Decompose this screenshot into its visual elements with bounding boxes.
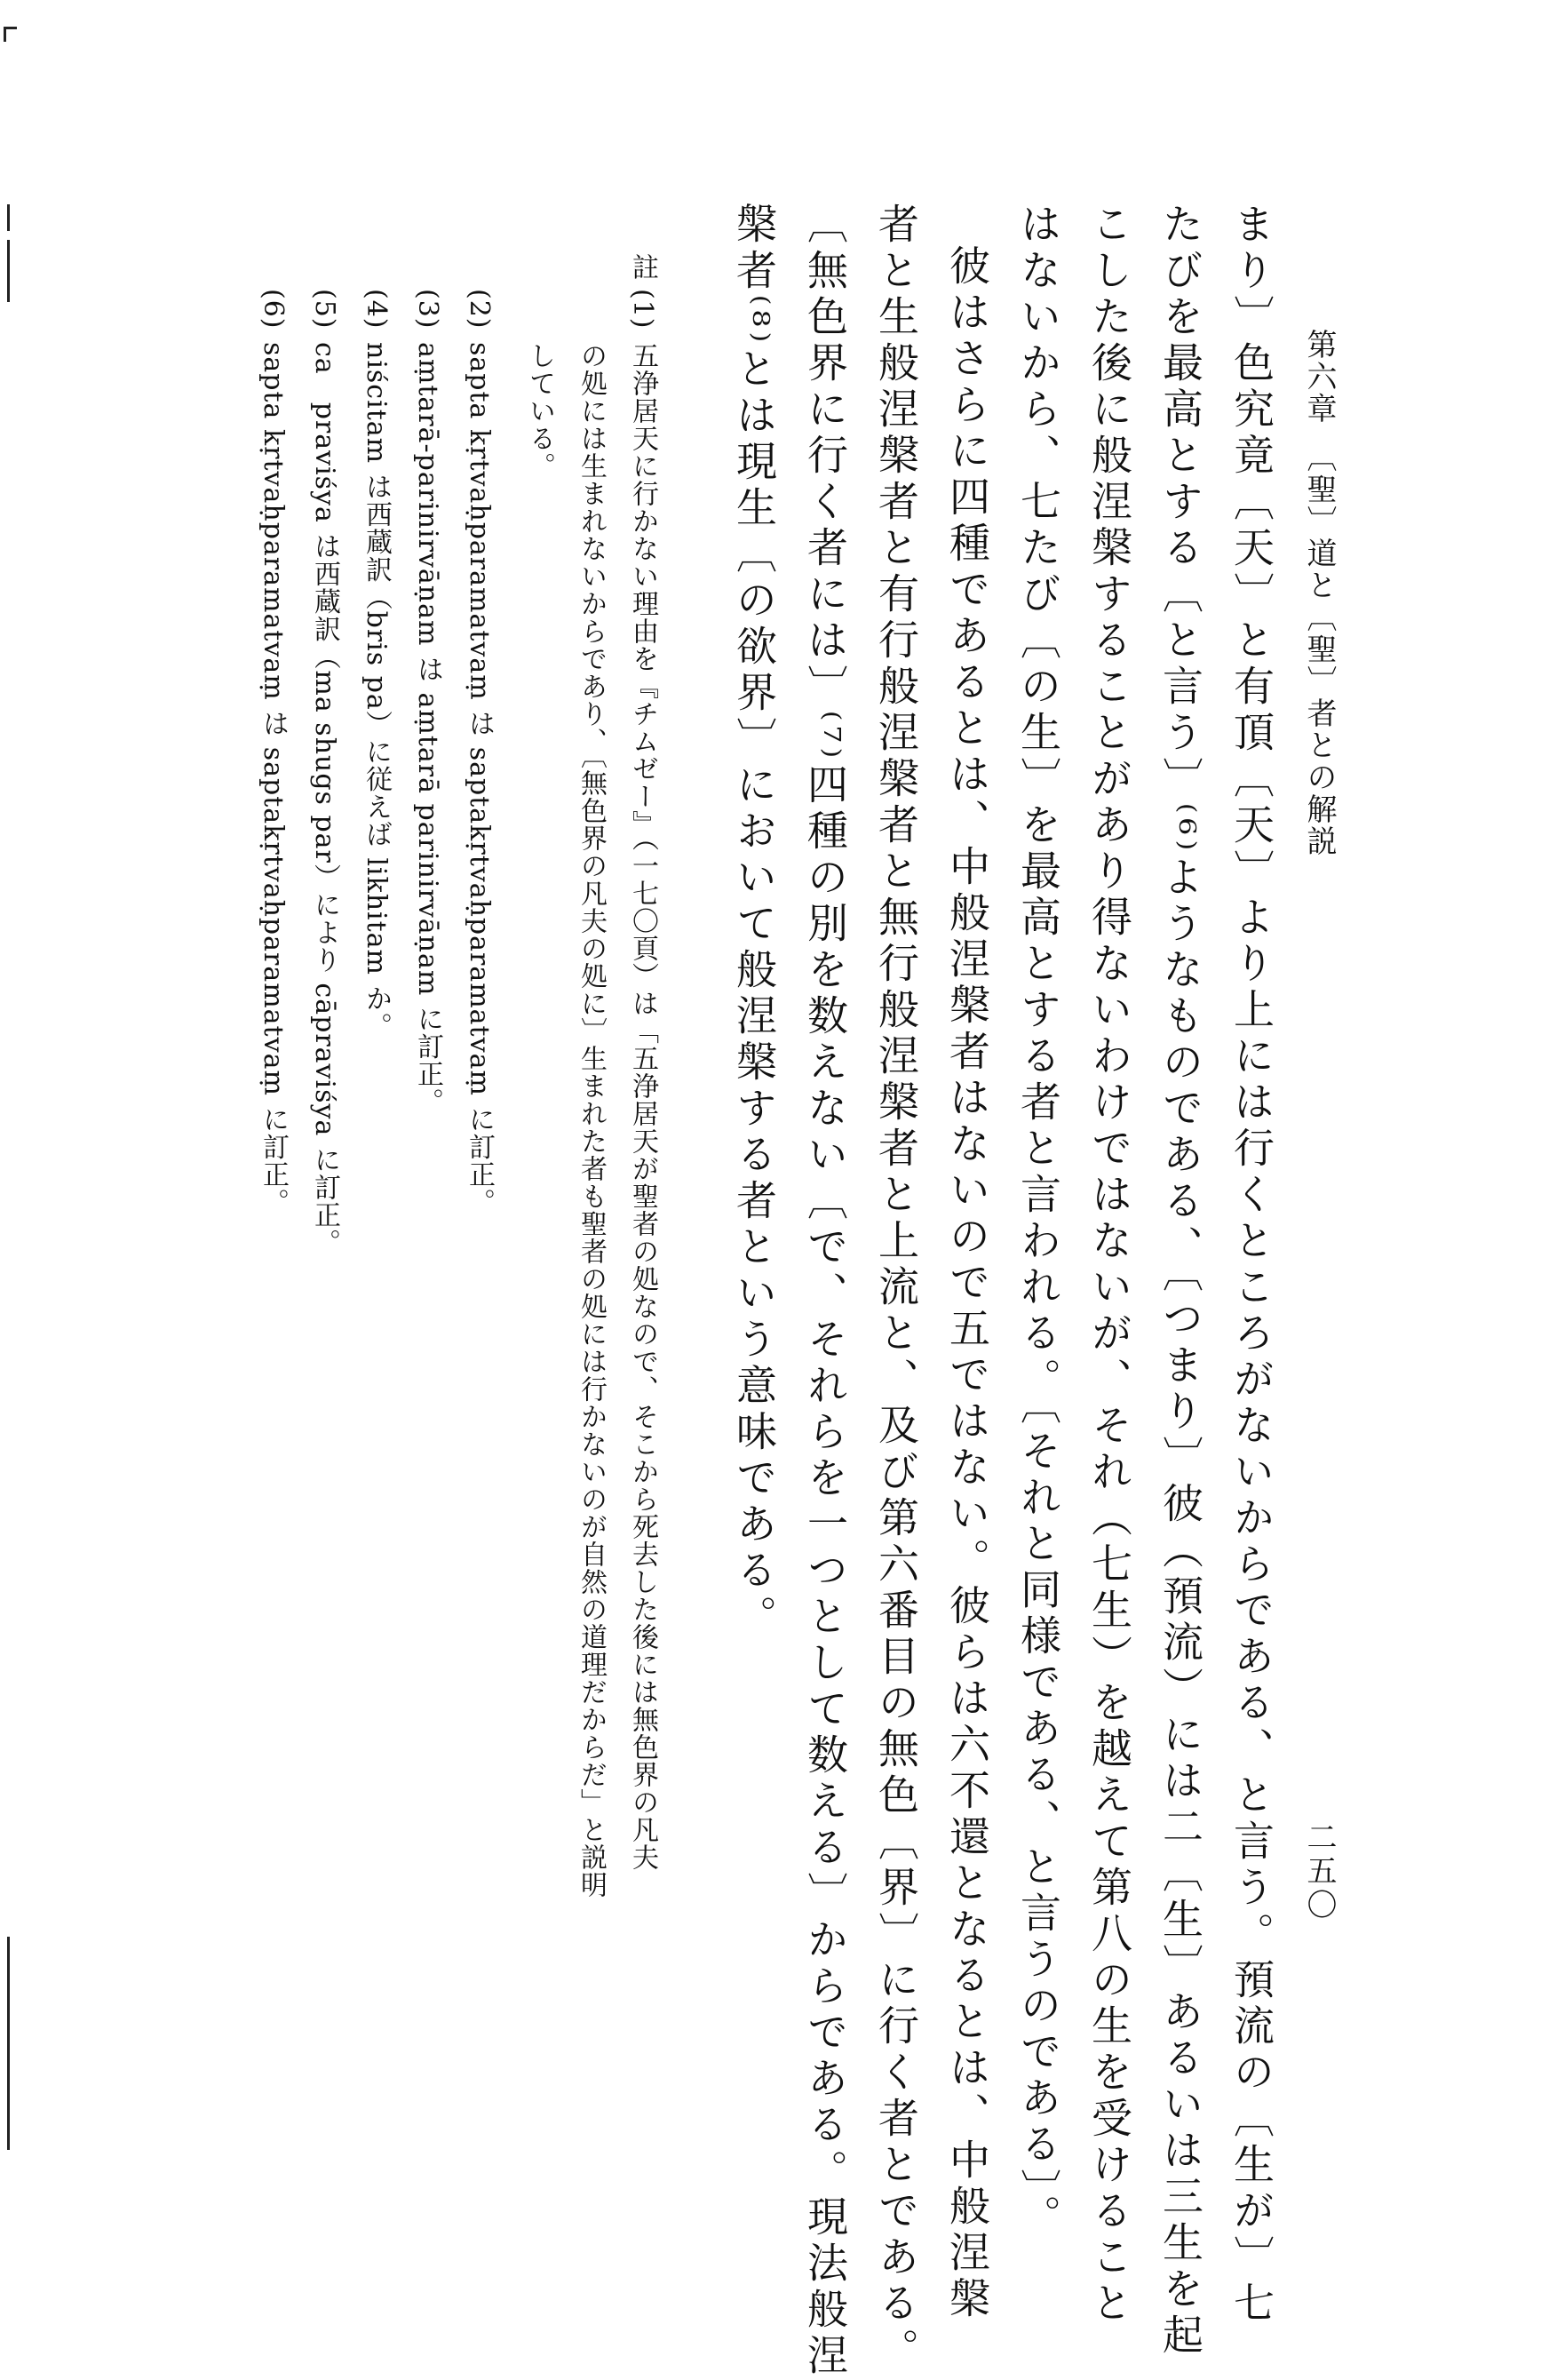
note-line: の処には生まれないからであり、〔無色界の凡夫の処に〕生まれた者も聖者の処には行かないのが自然の道理だからだ」と説明: [576, 342, 607, 1898]
body-line: こした後に般涅槃することがあり得ないわけではないが、それ（七生）を越えて第八の生を受けること: [1085, 203, 1133, 2328]
note-item-number: (5): [309, 289, 340, 330]
note-line: ca praviśya は西蔵訳（ma shugs par）により cāpraviśya に訂正。: [309, 342, 340, 1256]
body-line: 槃者⁽⁸⁾とは現生〔の欲界〕において般涅槃する者という意味である。: [730, 203, 778, 1642]
note-line: sapta kṛtvaḥparamatvaṃ は saptakṛtvaḥparamatvaṃ に訂正。: [258, 342, 289, 1216]
body-line: 者と生般涅槃者と有行般涅槃者と無行般涅槃者と上流と、及び第六番目の無色〔界〕に行く者とである。: [872, 203, 920, 2374]
note-item-number: (3): [412, 289, 443, 330]
margin-mark: [7, 240, 10, 302]
note-item-number: (6): [258, 289, 289, 330]
body-line: はないから、七たび〔の生〕を最高とする者と言われる。〔それと同様である、と言うのである〕。: [1014, 203, 1062, 2241]
corner-crop-mark: [4, 27, 17, 42]
page-number: 二五〇: [1301, 1821, 1337, 1922]
note-item-number: (2): [464, 289, 495, 330]
body-line: まり〕色究竟〔天〕と有頂〔天〕より上には行くところがないからである、と言う。預流の〔生が〕七: [1227, 203, 1275, 2328]
note-item-number: (1): [627, 289, 658, 330]
body-line: 〔無色界に行く者には〕⁽⁷⁾四種の別を数えない〔で、それらを一つとして数える〕からである。現法般涅: [801, 203, 849, 2380]
margin-mark: [7, 204, 10, 231]
chapter-title: 第六章 〔聖〕道と〔聖〕者との解説: [1301, 329, 1337, 857]
notes-label: 註: [627, 253, 658, 280]
note-line: niścitam は西蔵訳（bris pa）に従えば likhitam か。: [361, 342, 392, 1040]
note-line: 五浄居天に行かない理由を『チムゼー』（一七〇頁）は「五浄居天が聖者の処なので、そこから死去した後には無色界の凡夫: [627, 342, 658, 1871]
note-line: sapta kṛtvaḥparamatvaṃ は saptakṛtvaḥparamatvaṃ に訂正。: [464, 342, 495, 1216]
note-line: aṃtarā-parinirvāṇam は aṃtarā parinirvāṇam に訂正。: [412, 342, 443, 1116]
note-item-number: (4): [361, 289, 392, 330]
body-line: 彼はさらに四種であるとは、中般涅槃者はないので五ではない。彼らは六不還となるとは、中般涅槃: [943, 244, 991, 2323]
margin-mark: [7, 1937, 10, 2150]
note-line: している。: [524, 342, 555, 480]
body-line: たびを最高とする〔と言う〕⁽⁶⁾ようなものである、〔つまり〕彼（預流）には二〔生〕あるいは三生を起: [1156, 203, 1204, 2360]
